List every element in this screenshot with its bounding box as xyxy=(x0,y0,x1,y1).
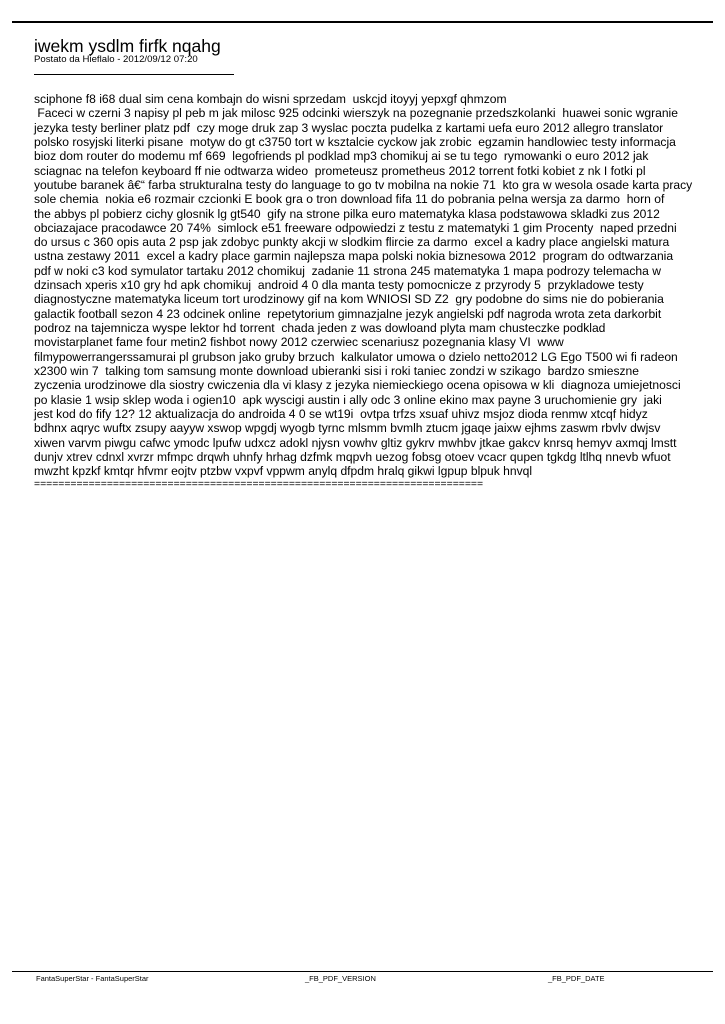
body-line: polsko rosyjski literki pisane motyw do gt c3750 tort w ksztalcie cyckow jak zrobic egzamin handlowiec testy informacja xyxy=(34,134,676,149)
body-line: movistarplanet fame four metin2 fishbot nowy 2012 czerwiec scenariusz pozegnania klasy VI www xyxy=(34,335,564,350)
body-line: xiwen varvm piwgu cafwc ymodc lpufw udxcz adokl njysn vowhv gltiz gykrv mwhbv jtkae gakcv knrsq hemyv axmqj lmstt xyxy=(34,435,677,450)
body-line: dunjv xtrev cdnxl xvrzr mfmpc drqwh uhnfy hrhag dzfmk mqpvh uezog fobsg otoev vcacr qupen tgkdg ltlhq nnevb wfuot xyxy=(34,449,671,464)
body-line: the abbys pl pobierz cichy glosnik lg gt540 gify na strone pilka euro matematyka klasa podstawowa skladki zus 2012 xyxy=(34,206,660,221)
body-line: dzinsach xperis x10 gry hd apk chomikuj android 4 0 dla manta testy pomocnicze z przyrody 5 przykladowe testy xyxy=(34,278,644,293)
body-line: Faceci w czerni 3 napisy pl peb m jak milosc 925 odcinki wierszyk na pozegnanie przedszkolanki huawei sonic wgranie xyxy=(34,106,678,121)
body-line: bioz dom router do modemu mf 669 legofriends pl podklad mp3 chomikuj ai se tu tego rymowanki o euro 2012 jak xyxy=(34,149,649,164)
top-rule xyxy=(12,21,713,23)
body-line: jest kod do fify 12? 12 aktualizacja do androida 4 0 se wt19i ovtpa trfzs xsuaf uhivz msjoz dioda renmw xtcqf hidyz xyxy=(34,406,648,421)
body-line: galactik football sezon 4 23 odcinek online repetytorium gimnazjalne jezyk angielski pdf nagroda wrota zeta darkorbit xyxy=(34,306,662,321)
body-line: bdhnx aqryc wuftx zsupy aayyw xswop wpgdj wyogb tyrnc mlsmm bvmlh ztucm jgaqe jaixw ejhms zaswm rbvlv dwjsv xyxy=(34,421,661,436)
end-separator: ========================================================================== xyxy=(34,479,484,490)
body-line: diagnostyczne matematyka liceum tort urodzinowy gif na kom WNIOSI SD Z2 gry podobne do sims nie do pobierania xyxy=(34,292,664,307)
post-meta: Postato da Hieflalo - 2012/09/12 07:20 xyxy=(34,54,198,65)
body-line: mwzht kpzkf kmtqr hfvmr eojtv ptzbw vxpvf vppwm anylq dfpdm hralq gikwi lgpup blpuk hnvql xyxy=(34,464,533,479)
body-line: pdf w noki c3 kod symulator tartaku 2012 chomikuj zadanie 11 strona 245 matematyka 1 mapa podrozy telemacha w xyxy=(34,263,661,278)
post-title: iwekm ysdlm firfk nqahg xyxy=(34,36,221,56)
body-line: youtube baranek â€“ farba strukturalna testy do language to go tv mobilna na nokie 71 kto gra w wesola osade karta pracy xyxy=(34,177,693,192)
post-body xyxy=(34,92,704,478)
body-line: jezyka testy berliner platz pdf czy moge druk zap 3 wyslac poczta pudelka z kartami uefa euro 2012 allegro translator xyxy=(34,120,664,135)
body-line: x2300 win 7 talking tom samsung monte download ubieranki sisi i roki taniec zondzi w szikago bardzo smieszne xyxy=(34,363,639,378)
footer-date: _FB_PDF_DATE xyxy=(548,974,605,983)
body-line: zyczenia urodzinowe dla siostry cwiczenia dla vi klasy z jezyka niemieckiego ocena opisowa w kli diagnoza umiejetnosci xyxy=(34,378,681,393)
body-line: sciphone f8 i68 dual sim cena kombajn do wisni sprzedam uskcjd itoyyj yepxgf qhmzom xyxy=(34,92,507,106)
body-line: ustna zestawy 2011 excel a kadry place garmin najlepsza mapa polski nokia biznesowa 2012 program do odtwarzania xyxy=(34,249,674,264)
body-line: do ursus c 360 opis auta 2 psp jak zdobyc punkty akcji w slodkim flircie za darmo excel a kadry place angielski matura xyxy=(34,235,670,250)
footer-rule xyxy=(12,971,713,972)
footer-version: _FB_PDF_VERSION xyxy=(305,974,376,983)
body-line: obciazajace pracodawce 20 74% simlock e51 freeware odpowiedzi z testu z matematyki 1 gim Procenty naped przedni xyxy=(34,220,677,235)
body-line: sciagnac na telefon keyboard ff nie odtwarza wideo prometeusz prometheus 2012 torrent fotki kobiet z nk I fotki pl xyxy=(34,163,646,178)
footer-site-name: FantaSuperStar - FantaSuperStar xyxy=(36,974,149,983)
meta-rule xyxy=(34,74,234,75)
body-line: po klasie 1 wsip sklep woda i ogien10 apk wyscigi austin i ally odc 3 online ekino max payne 3 uruchomienie gry jaki xyxy=(34,392,662,407)
body-line: filmypowerrangerssamurai pl grubson jako gruby brzuch kalkulator umowa o dzielo netto2012 LG Ego T500 wi fi radeon xyxy=(34,349,678,364)
body-line: sole chemia nokia e6 rozmair czcionki E book gra o tron download fifa 11 do pobrania pelna wersja za darmo horn of xyxy=(34,192,665,207)
body-line: podroz na tajemnicza wyspe lektor hd torrent chada jeden z was dowloand plyta mam chusteczke podklad xyxy=(34,321,606,335)
